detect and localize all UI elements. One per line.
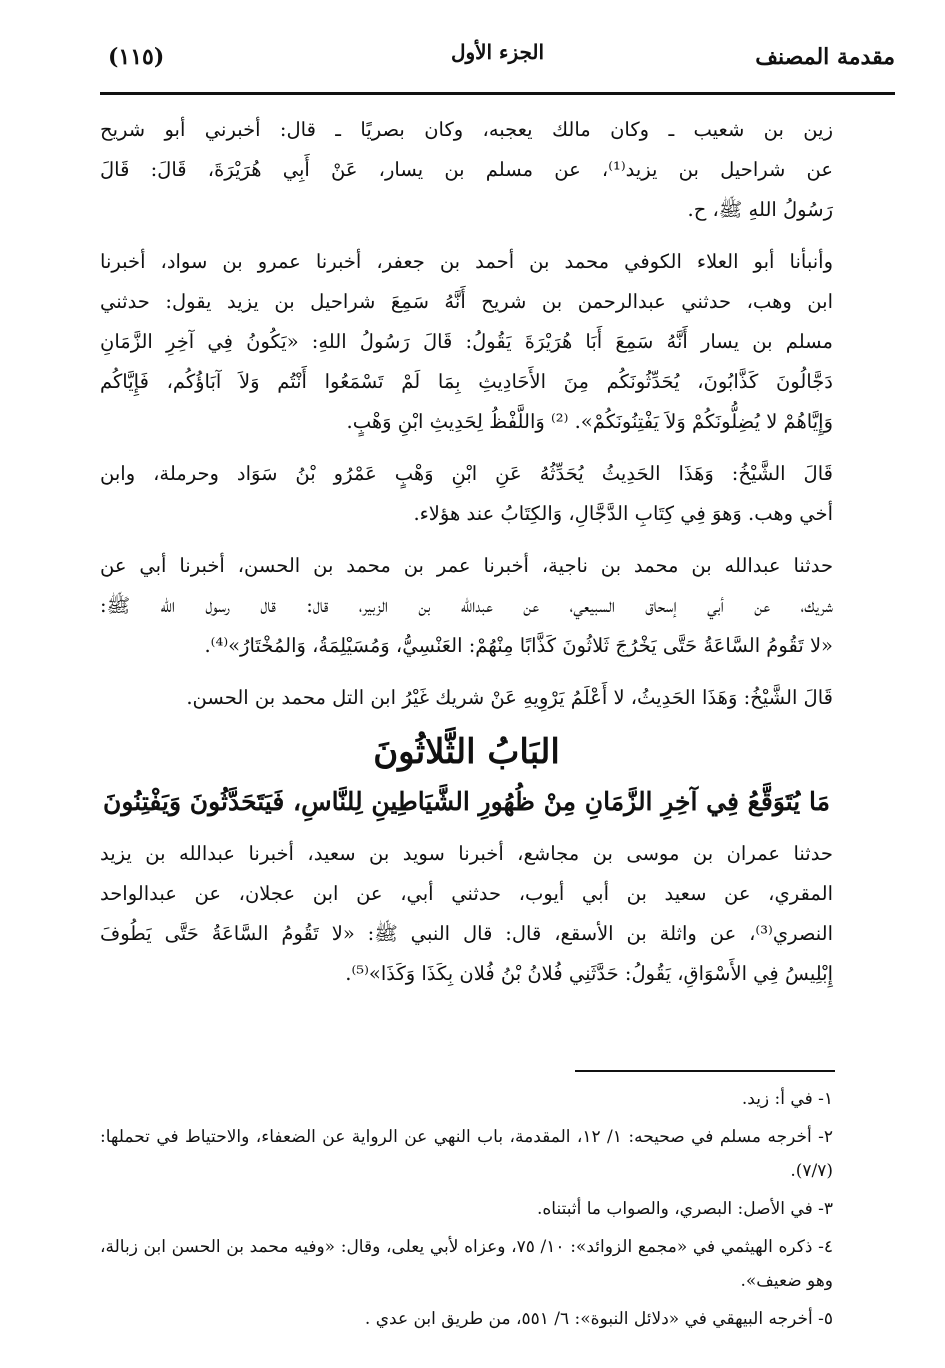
paragraph <box>100 242 833 442</box>
text-line: زين بن شعيب ـ وكان مالك يعجبه، وكان بصريًا ـ قال: أخبرني أبو شريح <box>100 118 833 141</box>
text-line: عن شراحيل بن يزيد⁽¹⁾، عن مسلم بن يسار، عَنْ أَبِي هُرَيْرَةَ، قَالَ: قَالَ <box>100 158 833 181</box>
page-header <box>100 30 895 95</box>
footnote: ١- في أ: زيد. <box>741 1089 833 1109</box>
paragraph <box>100 546 833 666</box>
text-line: ابن وهب، حدثني عبدالرحمن بن شريح أَنَّهُ سَمِعَ شراحيل بن يزيد يقول: حدثني <box>100 290 833 313</box>
text-line: شريك، عن أبي إسحاق السبيعي، عن عبدالله بن الزبير، قال: قال رسول الله ﷺ: <box>100 594 833 617</box>
paragraph <box>100 834 833 994</box>
text-line: إِبْلِيسُ فِي الأَسْوَاقِ، يَقُولُ: حَدَّثَنِي فُلانُ بْنُ فُلان بِكَذَا وَكَذَا»⁽⁵⁾. <box>345 962 833 985</box>
text-line: دَجَّالُونَ كَذَّابُونَ، يُحَدِّثُونَكُم مِنَ الأَحَادِيثِ بِمَا لَمْ تَسْمَعُوا أَنْتُم وَلاَ آبَاؤُكُم، فَإِيَّاكُم <box>100 370 833 393</box>
text-line: «لا تَقُومُ السَّاعَةُ حَتَّى يَخْرُجَ ثَلاثُونَ كَذَّابًا مِنْهُمْ: العَنْسِيُّ، وَمُسَيْلِمَةُ، وَالمُخْتَارُ»⁽⁴⁾. <box>204 634 833 657</box>
paragraph <box>100 678 833 718</box>
text-line: أخي وهب. وَهوَ فِي كِتَابِ الدَّجَّالِ، وَالكِتَابُ عند هؤلاء. <box>413 502 833 525</box>
text-line: قَالَ الشَّيْخُ: وَهَذَا الحَدِيثُ يُحَدِّثُهُ عَنِ ابْنِ وَهْبٍ عَمْرُو بْنُ سَوَاد وحرملة، وابن <box>100 462 833 485</box>
page-body <box>100 110 833 1006</box>
paragraph <box>100 454 833 534</box>
text-line: وَإِيَّاهُمْ لا يُضِلُّونَكُمْ وَلاَ يَفْتِنُونَكُمْ». ⁽²⁾ وَاللَّفْظُ لِحَدِيثِ ابْنِ وَهْبٍ. <box>346 410 833 433</box>
footnote: ٣- في الأصل: البصري، والصواب ما أثبتناه. <box>537 1199 833 1219</box>
chapter-title: البَابُ الثَّلاثُونَ <box>373 732 560 772</box>
text-line: وأنبأنا أبو العلاء الكوفي محمد بن أحمد بن جعفر، أخبرنا عمرو بن سواد، أخبرنا <box>100 250 833 273</box>
footnote: ٢- أخرجه مسلم في صحيحه: ١/ ١٢، المقدمة، باب النهي عن الرواية عن الضعفاء، والاحتياط في تحملها: (٧/٧). <box>100 1127 833 1181</box>
footnotes <box>100 1082 833 1340</box>
text-line: مسلم بن يسار أَنَّهُ سَمِعَ أَبَا هُرَيْرَةَ يَقُولُ: قَالَ رَسُولُ اللهِ: «يَكُونُ فِي آخِرِ الزَّمَانِ <box>100 330 833 353</box>
text-line: قَالَ الشَّيْخُ: وَهَذَا الحَدِيثُ، لا أَعْلَمُ يَرْوِيهِ عَنْ شريك غَيْرُ ابن التل محمد بن الحسن. <box>186 686 833 709</box>
chapter-subtitle: مَا يُتَوَقَّعُ فِي آخِرِ الزَّمَانِ مِنْ ظُهُورِ الشَّيَاطِينِ لِلنَّاسِ، فَيَتَحَدَّثُونَ وَيَفْتِنُونَ <box>103 787 830 816</box>
footnote-divider <box>575 1070 835 1072</box>
text-line: النصري⁽³⁾، عن واثلة بن الأسقع، قال: قال النبي ﷺ: «لا تَقُومُ السَّاعَةُ حَتَّى يَطُوفَ <box>100 922 833 945</box>
footnote: ٤- ذكره الهيثمي في «مجمع الزوائد»: ١٠/ ٧٥، وعزاه لأبي يعلى، وقال: «وفيه محمد بن الحسن ابن زبالة، وهو ضعيف». <box>100 1237 833 1291</box>
paragraph <box>100 110 833 230</box>
part-title: الجزء الأول <box>450 40 545 64</box>
text-line: رَسُولُ اللهِ ﷺ، ح. <box>687 198 833 221</box>
footnote: ٥- أخرجه البيهقي في «دلائل النبوة»: ٦/ ٥٥١، من طريق ابن عدي . <box>364 1309 833 1329</box>
page-number: (١١٥) <box>108 44 165 70</box>
text-line: حدثنا عبدالله بن محمد بن ناجية، أخبرنا عمر بن محمد بن الحسن، أخبرنا أبي عن <box>100 554 833 577</box>
text-line: المقري، عن سعيد بن أبي أيوب، حدثني أبي، عن ابن عجلان، عن عبدالواحد <box>100 882 833 905</box>
text-line: حدثنا عمران بن موسى بن مجاشع، أخبرنا سويد بن سعيد، أخبرنا عبدالله بن يزيد <box>100 842 833 865</box>
section-title: مقدمة المصنف <box>755 44 895 70</box>
